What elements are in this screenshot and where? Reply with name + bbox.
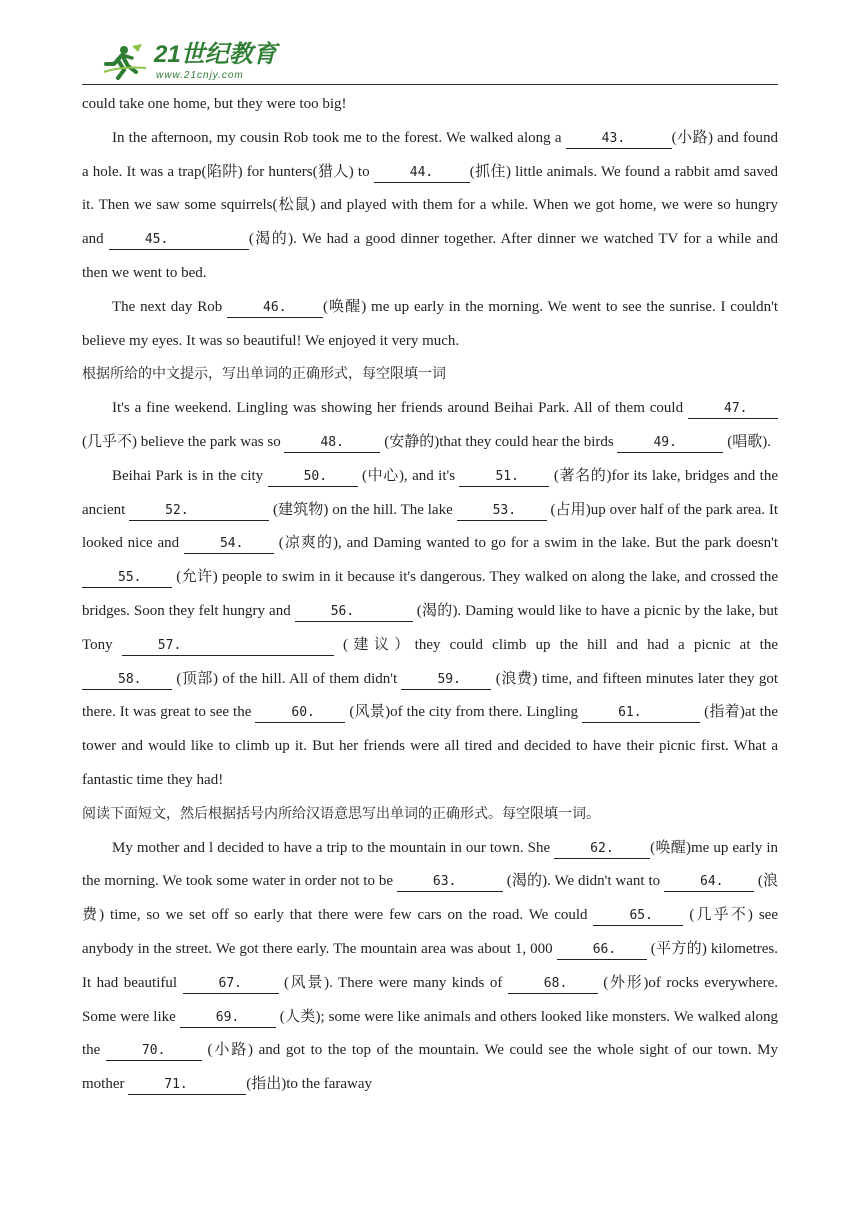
blank-45[interactable]: 45. xyxy=(109,231,249,250)
text-run: (浪费) time, so we set off so early that there were few cars on the road. We could xyxy=(82,873,779,924)
blank-47[interactable]: 47. xyxy=(688,400,778,419)
text-run: My mother and l decided to have a trip to the mountain in our town. She xyxy=(112,839,555,856)
header-divider xyxy=(82,84,778,85)
logo xyxy=(102,40,302,84)
blank-66[interactable]: 66. xyxy=(557,941,647,960)
paragraph xyxy=(82,832,778,1102)
text-run: (渴的). We didn't want to xyxy=(502,873,664,890)
blank-44[interactable]: 44. xyxy=(374,164,470,183)
text-run: (建筑物) on the hill. The lake xyxy=(269,501,457,518)
text-run: (凉爽的), and Daming wanted to go for a swim in the lake. But the park doesn't xyxy=(273,535,778,552)
blank-57[interactable]: 57. xyxy=(122,637,334,656)
blank-59[interactable]: 59. xyxy=(401,671,491,690)
runner-logo-icon xyxy=(102,42,150,82)
blank-52[interactable]: 52. xyxy=(129,502,269,521)
text-run: (小路) and found a hole. It was a trap(陷阱) for hunters(猎人) to xyxy=(82,129,778,180)
text-run: (几乎不) believe the park was so xyxy=(82,433,285,450)
blank-69[interactable]: 69. xyxy=(180,1009,276,1028)
text-run: (渴的). We had a good dinner together. After dinner we watched TV for a while and then we went to bed. xyxy=(82,231,778,281)
paragraph xyxy=(82,122,778,291)
blank-67[interactable]: 67. xyxy=(183,975,279,994)
text-run: (安静的)that they could hear the birds xyxy=(380,433,618,450)
blank-49[interactable]: 49. xyxy=(617,434,723,453)
blank-56[interactable]: 56. xyxy=(295,603,413,622)
blank-63[interactable]: 63. xyxy=(397,873,503,892)
text-run: (唤醒) me up early in the morning. We went to see the sunrise. I couldn't believe my eyes. It was so beautiful! We enjoyed it very much. xyxy=(82,298,778,349)
blank-55[interactable]: 55. xyxy=(82,569,172,588)
page-header xyxy=(82,40,778,86)
blank-46[interactable]: 46. xyxy=(227,299,323,318)
text-run: (抓住) little animals. We found a rabbit amd saved it. Then we saw some squirrels(松鼠) and played with them for a while. When we got home, we were so hungry and xyxy=(82,163,778,248)
text-run: (指出)to the faraway xyxy=(246,1076,373,1093)
text-run: (允许) people to swim in it because it's dangerous. They walked on along the lake, and crossed the bridges. Soon they felt hungry and xyxy=(82,569,778,619)
blank-54[interactable]: 54. xyxy=(184,535,274,554)
text-run: (著名的)for its lake, bridges and the ancient xyxy=(82,467,779,518)
text-run: It's a fine weekend. Lingling was showing her friends around Beihai Park. All of them could xyxy=(112,400,688,417)
text-run: (顶部) of the hill. All of them didn't xyxy=(172,670,402,687)
text-run: The next day Rob xyxy=(112,298,228,315)
logo-title: 21世纪教育 xyxy=(154,41,277,68)
blank-51[interactable]: 51. xyxy=(459,468,549,487)
text-run: (几乎不) see anybody in the street. We got there early. The mountain area was about 1, 000 xyxy=(82,907,778,957)
text-run: (渴的). Daming would like to have a picnic by the lake, but Tony xyxy=(82,602,778,653)
blank-58[interactable]: 58. xyxy=(82,671,172,690)
blank-65[interactable]: 65. xyxy=(593,907,683,926)
blank-60[interactable]: 60. xyxy=(255,704,345,723)
text-run: (中心), and it's xyxy=(357,467,460,484)
text-run: (小路) and got to the top of the mountain. We could see the whole sight of our town. My mother xyxy=(82,1042,778,1093)
paragraph xyxy=(82,392,778,460)
blank-50[interactable]: 50. xyxy=(268,468,358,487)
logo-url: www.21cnjy.com xyxy=(156,70,244,81)
text-run: (建议）they could climb up the hill and had a picnic at the xyxy=(333,636,778,653)
section-instruction: 根据所给的中文提示，写出单词的正确形式，每空限填一词 xyxy=(82,366,446,383)
blank-62[interactable]: 62. xyxy=(554,840,650,859)
blank-70[interactable]: 70. xyxy=(106,1042,202,1061)
paragraph xyxy=(82,291,778,359)
blank-68[interactable]: 68. xyxy=(508,975,598,994)
text-run: (风景)of the city from there. Lingling xyxy=(345,704,583,721)
text-run: (外形)of rocks everywhere. Some were like xyxy=(82,974,778,1025)
text-run: In the afternoon, my cousin Rob took me to the forest. We walked along a xyxy=(112,129,566,146)
blank-48[interactable]: 48. xyxy=(284,434,380,453)
text-run: Beihai Park is in the city xyxy=(112,467,268,484)
text-run: (平方的) kilometres. It had beautiful xyxy=(82,940,778,991)
blank-61[interactable]: 61. xyxy=(582,704,700,723)
document-body xyxy=(82,88,778,1102)
text-run: (风景). There were many kinds of xyxy=(278,974,508,991)
text-run: (占用)up over half of the park area. It looked nice and xyxy=(82,501,778,552)
section-instruction: 阅读下面短文，然后根据括号内所给汉语意思写出单词的正确形式。每空限填一词。 xyxy=(82,805,600,822)
text-run: could take one home, but they were too big! xyxy=(82,96,347,112)
paragraph xyxy=(82,88,778,122)
blank-71[interactable]: 71. xyxy=(128,1076,246,1095)
text-run: (唱歌). xyxy=(723,433,771,450)
blank-43[interactable]: 43. xyxy=(566,130,672,149)
blank-64[interactable]: 64. xyxy=(664,873,754,892)
text-run: (指着)at the tower and would like to climb up it. But her friends were all tired and decided to have their picnic first. What a fantastic time they had! xyxy=(82,704,778,788)
text-run: (人类); some were like animals and others looked like monsters. We walked along the xyxy=(82,1008,778,1059)
text-run: (唤醒)me up early in the morning. We took some water in order not to be xyxy=(82,839,779,890)
text-run: (浪费) time, and fifteen minutes later they got there. It was great to see the xyxy=(82,670,778,721)
blank-53[interactable]: 53. xyxy=(457,502,547,521)
paragraph xyxy=(82,460,778,798)
